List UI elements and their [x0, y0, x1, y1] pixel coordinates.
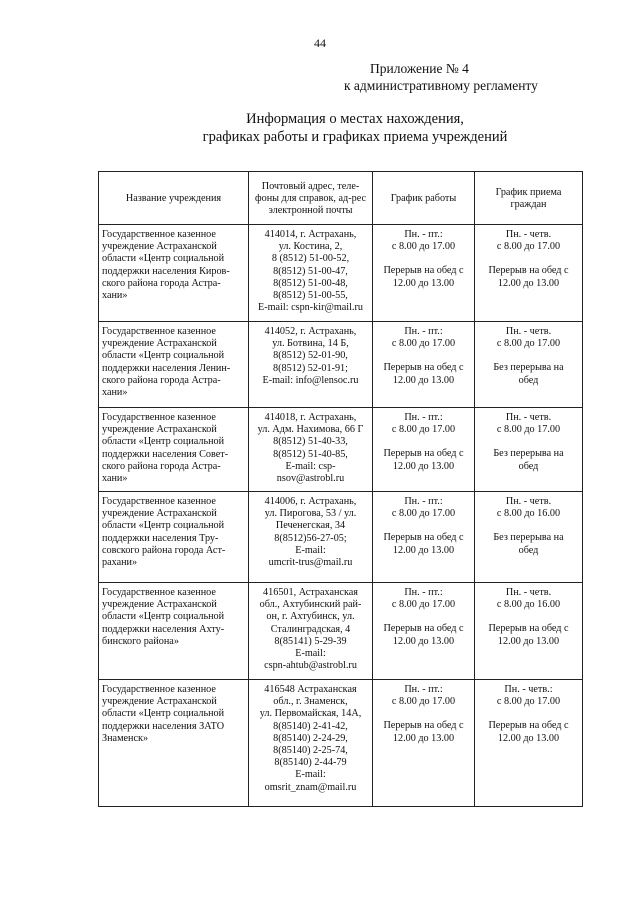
- work-schedule-line: Пн. - пт.:: [404, 326, 443, 337]
- appendix-note: [344, 60, 538, 94]
- document-title: [160, 110, 550, 146]
- reception-schedule-line: 12.00 до 13.00: [497, 732, 560, 744]
- address-line: E-mail: info@lensoc.ru: [262, 374, 359, 386]
- table-row: [99, 225, 583, 322]
- work-schedule-line: Перерыв на обед с: [383, 532, 464, 544]
- address-line: 8(85140) 2-44-79: [274, 757, 347, 769]
- title-line-1: Информация о местах нахождения,: [246, 111, 464, 127]
- reception-schedule-line: Пн. - четв.:: [504, 684, 553, 695]
- address-line: E-mail:: [295, 544, 326, 556]
- address-cell: [249, 225, 373, 322]
- address-line: omsrit_znam@mail.ru: [264, 781, 357, 793]
- work-schedule-line: 12.00 до 13.00: [392, 732, 455, 744]
- institution-name: Государственное казенное учреждение Астраханской области «Центр социальной поддержки населения Киров-ского района города Астра-хани»: [99, 225, 249, 322]
- address-line: ул. Пирогова, 53 / ул.: [264, 508, 357, 520]
- line-gap: [478, 436, 579, 448]
- address-line: 8 (8512) 51-00-52,: [271, 253, 350, 265]
- address-line: ул. Первомайская, 14А,: [259, 708, 362, 720]
- work-schedule-line: с 8.00 до 17.00: [391, 338, 456, 350]
- table-header-row: [99, 172, 583, 225]
- address-line: 8(8512)56-27-05;: [274, 532, 347, 544]
- title-line-2: графиках работы и графиках приема учреждений: [202, 129, 508, 145]
- address-line: umcrit-trus@mail.ru: [268, 557, 353, 569]
- address-line: ул. Ботвина, 14 Б,: [272, 338, 349, 350]
- reception-schedule-cell: [475, 225, 583, 322]
- address-line: E-mail:: [295, 769, 326, 781]
- reception-schedule-line: Перерыв на обед с: [488, 720, 569, 732]
- address-line: 416501, Астраханская: [263, 587, 358, 598]
- reception-schedule-cell: [475, 680, 583, 807]
- reception-schedule-line: с 8.00 до 16.00: [496, 508, 561, 520]
- table-row: [99, 583, 583, 680]
- address-line: обл., Ахтубинский рай-: [259, 599, 362, 611]
- work-schedule-line: Пн. - пт.:: [404, 496, 443, 507]
- reception-schedule-line: с 8.00 до 17.00: [496, 424, 561, 436]
- work-schedule-line: Перерыв на обед с: [383, 448, 464, 460]
- address-cell: [249, 583, 373, 680]
- table-row: [99, 322, 583, 408]
- work-schedule-cell: [373, 322, 475, 408]
- work-schedule-line: Перерыв на обед с: [383, 623, 464, 635]
- address-line: 8(8512) 52-01-91;: [273, 362, 348, 374]
- reception-schedule-line: Перерыв на обед с: [488, 265, 569, 277]
- institution-name: Государственное казенное учреждение Астраханской области «Центр социальной поддержки населения Ахту-бинского района»: [99, 583, 249, 680]
- reception-schedule-line: 12.00 до 13.00: [497, 277, 560, 289]
- reception-schedule-line: Пн. - четв.: [505, 496, 552, 507]
- address-line: ул. Костина, 2,: [278, 241, 343, 253]
- reception-schedule-cell: [475, 322, 583, 408]
- work-schedule-cell: [373, 680, 475, 807]
- line-gap: [478, 708, 579, 720]
- address-line: E-mail:: [295, 648, 326, 660]
- institution-name: Государственное казенное учреждение Астраханской области «Центр социальной поддержки населения Совет-ского района города Астра-хани»: [99, 408, 249, 492]
- work-schedule-line: 12.00 до 13.00: [392, 374, 455, 386]
- reception-schedule-cell: [475, 583, 583, 680]
- reception-schedule-line: Пн. - четв.: [505, 412, 552, 423]
- work-schedule-cell: [373, 492, 475, 583]
- address-line: 414052, г. Астрахань,: [264, 326, 357, 337]
- address-line: он, г. Ахтубинск, ул.: [266, 611, 355, 623]
- table-row: [99, 408, 583, 492]
- address-line: cspn-ahtub@astrobl.ru: [264, 660, 357, 672]
- work-schedule-line: Перерыв на обед с: [383, 720, 464, 732]
- address-cell: [249, 322, 373, 408]
- address-line: 8(8512) 52-01-90,: [273, 350, 348, 362]
- reception-schedule-line: Перерыв на обед с: [488, 623, 569, 635]
- header-work-schedule: График работы: [373, 172, 475, 225]
- work-schedule-line: с 8.00 до 17.00: [391, 599, 456, 611]
- address-line: E-mail: cspn-kir@mail.ru: [257, 302, 363, 314]
- address-cell: [249, 492, 373, 583]
- line-gap: [376, 708, 471, 720]
- address-line: 8(8512) 51-40-33,: [273, 436, 348, 448]
- reception-schedule-line: с 8.00 до 16.00: [496, 599, 561, 611]
- work-schedule-line: Пн. - пт.:: [404, 229, 443, 240]
- appendix-line-1: Приложение № 4: [370, 61, 469, 76]
- line-gap: [478, 520, 579, 532]
- line-gap: [376, 520, 471, 532]
- work-schedule-line: Пн. - пт.:: [404, 587, 443, 598]
- reception-schedule-cell: [475, 492, 583, 583]
- address-line: Сталинградская, 4: [270, 623, 351, 635]
- work-schedule-cell: [373, 408, 475, 492]
- reception-schedule-line: Пн. - четв.: [505, 587, 552, 598]
- line-gap: [376, 253, 471, 265]
- reception-schedule-line: с 8.00 до 17.00: [496, 241, 561, 253]
- work-schedule-cell: [373, 583, 475, 680]
- table-body: [99, 225, 583, 807]
- header-reception-schedule: График приема граждан: [475, 172, 583, 225]
- address-cell: [249, 680, 373, 807]
- reception-schedule-line: Без перерыва на: [493, 448, 564, 460]
- address-line: 414018, г. Астрахань,: [264, 412, 357, 423]
- address-line: 414006, г. Астрахань,: [264, 496, 357, 507]
- line-gap: [376, 436, 471, 448]
- address-line: 8(8512) 51-40-85,: [273, 448, 348, 460]
- line-gap: [376, 350, 471, 362]
- institution-name: Государственное казенное учреждение Астраханской области «Центр социальной поддержки населения Ленин-ского района города Астра-хани»: [99, 322, 249, 408]
- line-gap: [478, 611, 579, 623]
- reception-schedule-line: Пн. - четв.: [505, 229, 552, 240]
- address-line: 8(8512) 51-00-47,: [273, 265, 348, 277]
- address-line: 416548 Астраханская: [264, 684, 357, 695]
- reception-schedule-line: Без перерыва на: [493, 362, 564, 374]
- institutions-table: [98, 171, 583, 807]
- header-name: Название учреждения: [99, 172, 249, 225]
- institution-name: Государственное казенное учреждение Астраханской области «Центр социальной поддержки населения Тру-совского района города Аст-рахани»: [99, 492, 249, 583]
- line-gap: [478, 253, 579, 265]
- work-schedule-line: с 8.00 до 17.00: [391, 508, 456, 520]
- appendix-line-2: к административному регламенту: [344, 78, 538, 93]
- institution-name: Государственное казенное учреждение Астраханской области «Центр социальной поддержки населения ЗАТО Знаменск»: [99, 680, 249, 807]
- table-row: [99, 680, 583, 807]
- work-schedule-line: Перерыв на обед с: [383, 265, 464, 277]
- reception-schedule-line: обед: [518, 544, 539, 556]
- work-schedule-line: 12.00 до 13.00: [392, 635, 455, 647]
- work-schedule-line: Пн. - пт.:: [404, 412, 443, 423]
- work-schedule-line: с 8.00 до 17.00: [391, 241, 456, 253]
- reception-schedule-line: обед: [518, 460, 539, 472]
- table-row: [99, 492, 583, 583]
- reception-schedule-line: Пн. - четв.: [505, 326, 552, 337]
- address-line: 8(8512) 51-00-48,: [273, 277, 348, 289]
- address-line: 8(85140) 2-24-29,: [273, 732, 348, 744]
- address-line: nsov@astrobl.ru: [276, 473, 345, 485]
- work-schedule-line: с 8.00 до 17.00: [391, 424, 456, 436]
- reception-schedule-line: с 8.00 до 17.00: [496, 696, 561, 708]
- line-gap: [376, 611, 471, 623]
- address-line: 8(8512) 51-00-55,: [273, 290, 348, 302]
- address-line: Печенегская, 34: [275, 520, 346, 532]
- work-schedule-line: Перерыв на обед с: [383, 362, 464, 374]
- address-cell: [249, 408, 373, 492]
- work-schedule-line: с 8.00 до 17.00: [391, 696, 456, 708]
- address-line: 8(85140) 2-41-42,: [273, 720, 348, 732]
- reception-schedule-line: обед: [518, 374, 539, 386]
- reception-schedule-line: с 8.00 до 17.00: [496, 338, 561, 350]
- address-line: ул. Адм. Нахимова, 66 Г: [257, 424, 364, 436]
- work-schedule-cell: [373, 225, 475, 322]
- address-line: 8(85140) 2-25-74,: [273, 745, 348, 757]
- work-schedule-line: 12.00 до 13.00: [392, 544, 455, 556]
- header-address: Почтовый адрес, теле-фоны для справок, ад-рес электронной почты: [249, 172, 373, 225]
- address-line: обл., г. Знаменск,: [273, 696, 348, 708]
- work-schedule-line: Пн. - пт.:: [404, 684, 443, 695]
- address-line: 414014, г. Астрахань,: [264, 229, 357, 240]
- page-number: 44: [314, 36, 326, 50]
- reception-schedule-line: 12.00 до 13.00: [497, 635, 560, 647]
- work-schedule-line: 12.00 до 13.00: [392, 277, 455, 289]
- address-line: E-mail: csp-: [285, 460, 336, 472]
- reception-schedule-line: Без перерыва на: [493, 532, 564, 544]
- reception-schedule-cell: [475, 408, 583, 492]
- address-line: 8(85141) 5-29-39: [274, 635, 347, 647]
- work-schedule-line: 12.00 до 13.00: [392, 460, 455, 472]
- line-gap: [478, 350, 579, 362]
